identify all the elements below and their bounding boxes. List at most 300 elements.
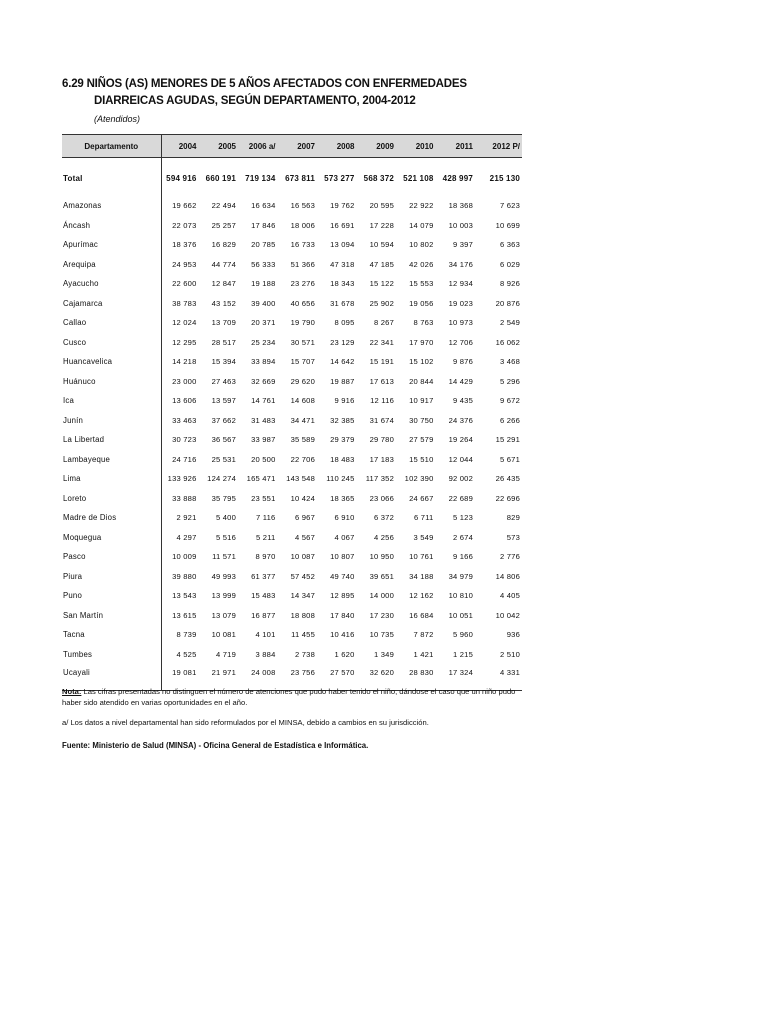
table-cell: 27 579: [409, 435, 434, 445]
spacer-cell: [280, 188, 320, 196]
column-header-departamento: Departamento: [62, 135, 161, 158]
table-cell: 8 763: [413, 318, 434, 328]
table-cell: 39 400: [251, 298, 276, 308]
table-cell: 20 785: [251, 240, 276, 250]
table-cell: 12 162: [409, 591, 434, 601]
footnote-a: a/ Los datos a nivel departamental han sido reformulados por el MINSA, debido a cambios en su jurisdicción.: [62, 718, 429, 727]
table-cell: 22 600: [172, 279, 197, 289]
table-cell: 215 130: [489, 173, 520, 183]
table-cell: 6 910: [334, 513, 355, 523]
statistics-table-container: [62, 134, 522, 691]
table-cell: 13 543: [172, 591, 197, 601]
column-header-year: 2007: [280, 135, 320, 158]
table-cell: 47 318: [330, 259, 355, 269]
table-cell: 19 887: [330, 376, 355, 386]
table-cell: 23 756: [280, 664, 320, 691]
spacer-cell: [319, 158, 359, 169]
table-cell: 6 029: [499, 259, 520, 269]
table-cell: 56 333: [251, 259, 276, 269]
row-label: Junín: [62, 411, 161, 431]
table-cell: 33 987: [251, 435, 276, 445]
table-cell: 521 108: [403, 173, 434, 183]
note-text: Las cifras presentadas no distinguen el número de atenciones que pudo haber tenido el niño, dándose el caso que un niño pudo haber sido atendido en varias oportunidades en el año.: [62, 687, 516, 707]
table-cell: 24 953: [172, 259, 197, 269]
table-row: [62, 352, 522, 372]
table-cell: 10 051: [448, 610, 473, 620]
column-header-year: 2005: [201, 135, 241, 158]
spacer-cell: [319, 188, 359, 196]
row-label: Loreto: [62, 489, 161, 509]
table-cell: 594 916: [166, 173, 197, 183]
table-cell: 40 656: [290, 298, 315, 308]
table-cell: 24 008: [240, 664, 280, 691]
table-cell: 14 218: [172, 357, 197, 367]
table-cell: 4 067: [334, 532, 355, 542]
table-cell: 29 379: [330, 435, 355, 445]
table-cell: 17 613: [369, 376, 394, 386]
table-cell: 4 567: [294, 532, 315, 542]
table-cell: 34 176: [448, 259, 473, 269]
table-cell: 2 549: [499, 318, 520, 328]
table-cell: 22 696: [495, 493, 520, 503]
table-cell: 31 483: [251, 415, 276, 425]
table-cell: 13 079: [211, 610, 236, 620]
spacer-cell: [477, 158, 522, 169]
table-cell: 19 188: [251, 279, 276, 289]
table-cell: 18 483: [330, 454, 355, 464]
table-cell: 19 762: [330, 201, 355, 211]
table-note: [62, 686, 524, 708]
table-cell: 829: [506, 513, 520, 523]
table-row: [62, 391, 522, 411]
column-header-year: 2004: [161, 135, 201, 158]
table-cell: 6 967: [294, 513, 315, 523]
table-cell: 10 761: [409, 552, 434, 562]
table-cell: 13 597: [211, 396, 236, 406]
table-cell: 14 000: [369, 591, 394, 601]
table-cell: 12 895: [330, 591, 355, 601]
table-row: [62, 430, 522, 450]
table-row: [62, 274, 522, 294]
table-cell: 13 615: [172, 610, 197, 620]
row-label: La Libertad: [62, 430, 161, 450]
table-cell: 10 810: [448, 591, 473, 601]
table-cell: 719 134: [245, 173, 276, 183]
table-cell: 2 776: [499, 552, 520, 562]
table-cell: 1 421: [413, 649, 434, 659]
note-label: Nota:: [62, 687, 82, 696]
table-cell: 37 662: [211, 415, 236, 425]
table-cell: 4 719: [215, 649, 236, 659]
table-row: [62, 313, 522, 333]
table-cell: 14 608: [290, 396, 315, 406]
table-cell: 673 811: [285, 173, 315, 183]
table-cell: 16 877: [251, 610, 276, 620]
row-label: Pasco: [62, 547, 161, 567]
row-label: Piura: [62, 567, 161, 587]
spacer-row: [62, 158, 522, 169]
table-cell: 92 002: [448, 474, 473, 484]
table-cell: 5 960: [452, 630, 473, 640]
row-label: San Martín: [62, 606, 161, 626]
table-cell: 4 331: [477, 664, 522, 691]
row-label: Cajamarca: [62, 294, 161, 314]
spacer-cell: [438, 188, 478, 196]
table-cell: 31 674: [369, 415, 394, 425]
table-cell: 6 711: [414, 513, 434, 523]
table-cell: 23 000: [172, 376, 197, 386]
table-row: [62, 411, 522, 431]
table-cell: 22 073: [172, 220, 197, 230]
spacer-cell: [398, 188, 438, 196]
table-cell: 16 062: [495, 337, 520, 347]
table-cell: 27 570: [319, 664, 359, 691]
table-cell: 28 830: [398, 664, 438, 691]
row-label: Lima: [62, 469, 161, 489]
table-cell: 24 667: [409, 493, 434, 503]
spacer-cell: [201, 158, 241, 169]
table-row: [62, 625, 522, 645]
column-header-year: 2012 P/: [477, 135, 522, 158]
column-header-year: 2009: [359, 135, 399, 158]
table-cell: 1 349: [373, 649, 394, 659]
table-cell: 117 352: [365, 474, 394, 484]
table-cell: 8 739: [176, 630, 197, 640]
table-cell: 19 081: [161, 664, 201, 691]
table-cell: 38 783: [172, 298, 197, 308]
spacer-cell: [280, 158, 320, 169]
table-cell: 49 740: [330, 571, 355, 581]
row-label: Huancavelica: [62, 352, 161, 372]
row-label: Apurímac: [62, 235, 161, 255]
table-cell: 10 973: [448, 318, 473, 328]
table-cell: 14 761: [251, 396, 276, 406]
table-cell: 14 429: [448, 376, 473, 386]
table-cell: 20 876: [495, 298, 520, 308]
table-cell: 17 970: [409, 337, 434, 347]
row-label: Amazonas: [62, 196, 161, 216]
table-cell: 32 385: [330, 415, 355, 425]
table-row: [62, 606, 522, 626]
table-cell: 15 291: [495, 435, 520, 445]
table-cell: 4 405: [499, 591, 520, 601]
spacer-cell: [240, 188, 280, 196]
table-cell: 22 494: [211, 201, 236, 211]
table-cell: 10 802: [409, 240, 434, 250]
table-row: [62, 489, 522, 509]
source-line: Fuente: Ministerio de Salud (MINSA) - Oficina General de Estadística e Informática.: [62, 741, 369, 750]
table-cell: 8 267: [373, 318, 394, 328]
table-cell: 34 471: [290, 415, 315, 425]
table-row: [62, 294, 522, 314]
spacer-row: [62, 188, 522, 196]
row-label: Moquegua: [62, 528, 161, 548]
table-cell: 17 324: [438, 664, 478, 691]
table-cell: 14 642: [330, 357, 355, 367]
table-cell: 7 872: [413, 630, 434, 640]
table-cell: 16 684: [409, 610, 434, 620]
table-cell: 2 921: [176, 513, 197, 523]
row-label: Ayacucho: [62, 274, 161, 294]
table-cell: 15 191: [369, 357, 394, 367]
spacer-cell: [62, 158, 161, 169]
table-cell: 43 152: [211, 298, 236, 308]
table-row: [62, 450, 522, 470]
table-cell: 18 006: [290, 220, 315, 230]
table-cell: 18 368: [448, 201, 473, 211]
table-cell: 2 674: [452, 532, 473, 542]
spacer-cell: [359, 158, 399, 169]
table-cell: 20 371: [251, 318, 276, 328]
table-cell: 29 780: [369, 435, 394, 445]
table-cell: 10 917: [409, 396, 434, 406]
table-cell: 34 979: [448, 571, 473, 581]
table-cell: 10 081: [211, 630, 236, 640]
table-cell: 19 264: [448, 435, 473, 445]
table-row: [62, 567, 522, 587]
table-cell: 22 922: [409, 201, 434, 211]
table-cell: 10 087: [290, 552, 315, 562]
table-cell: 39 651: [369, 571, 394, 581]
table-cell: 17 183: [369, 454, 394, 464]
table-cell: 36 567: [211, 435, 236, 445]
table-cell: 7 623: [499, 201, 520, 211]
table-cell: 16 634: [251, 201, 276, 211]
table-cell: 13 999: [211, 591, 236, 601]
table-cell: 17 846: [251, 220, 276, 230]
table-cell: 47 185: [369, 259, 394, 269]
table-cell: 15 102: [409, 357, 434, 367]
table-cell: 3 549: [413, 532, 434, 542]
table-cell: 26 435: [495, 474, 520, 484]
table-cell: 3 468: [499, 357, 520, 367]
table-cell: 23 066: [369, 493, 394, 503]
table-cell: 35 795: [211, 493, 236, 503]
table-cell: 19 662: [172, 201, 197, 211]
table-row: [62, 508, 522, 528]
row-label: Cusco: [62, 333, 161, 353]
table-row: [62, 469, 522, 489]
table-cell: 18 343: [330, 279, 355, 289]
table-cell: 12 934: [448, 279, 473, 289]
table-row: [62, 255, 522, 275]
table-row: [62, 235, 522, 255]
table-cell: 33 463: [172, 415, 197, 425]
table-cell: 30 750: [409, 415, 434, 425]
table-cell: 5 211: [256, 532, 276, 542]
table-cell: 15 510: [409, 454, 434, 464]
table-cell: 5 296: [499, 376, 520, 386]
table-cell: 4 256: [373, 532, 394, 542]
table-cell: 9 166: [452, 552, 473, 562]
table-cell: 42 026: [409, 259, 434, 269]
table-cell: 5 123: [452, 513, 473, 523]
table-cell: 61 377: [251, 571, 276, 581]
table-cell: 13 606: [172, 396, 197, 406]
spacer-cell: [240, 158, 280, 169]
table-row: [62, 645, 522, 665]
table-cell: 936: [506, 630, 520, 640]
table-cell: 23 551: [251, 493, 276, 503]
table-cell: 6 266: [499, 415, 520, 425]
table-cell: 20 844: [409, 376, 434, 386]
table-cell: 12 847: [211, 279, 236, 289]
table-row: [62, 196, 522, 216]
table-cell: 133 926: [167, 474, 197, 484]
statistics-table: [62, 134, 522, 691]
table-cell: 20 595: [369, 201, 394, 211]
table-cell: 3 884: [255, 649, 276, 659]
table-cell: 13 094: [330, 240, 355, 250]
table-cell: 12 706: [448, 337, 473, 347]
table-row: [62, 586, 522, 606]
header-row: [62, 135, 522, 158]
table-cell: 4 297: [176, 532, 197, 542]
row-label: Callao: [62, 313, 161, 333]
table-cell: 15 707: [290, 357, 315, 367]
table-cell: 16 691: [330, 220, 355, 230]
table-cell: 9 916: [334, 396, 355, 406]
table-cell: 9 397: [452, 240, 473, 250]
table-cell: 28 517: [211, 337, 236, 347]
table-cell: 22 706: [290, 454, 315, 464]
table-cell: 165 471: [246, 474, 276, 484]
table-cell: 34 188: [409, 571, 434, 581]
table-cell: 19 056: [409, 298, 434, 308]
table-cell: 1 620: [334, 649, 355, 659]
table-cell: 15 122: [369, 279, 394, 289]
table-cell: 9 672: [499, 396, 520, 406]
spacer-cell: [201, 188, 241, 196]
table-cell: 8 970: [255, 552, 276, 562]
table-cell: 19 790: [290, 318, 315, 328]
row-label: Tumbes: [62, 645, 161, 665]
table-cell: 110 245: [326, 474, 355, 484]
spacer-cell: [398, 158, 438, 169]
table-cell: 6 363: [499, 240, 520, 250]
table-cell: 12 024: [172, 318, 197, 328]
table-cell: 12 044: [448, 454, 473, 464]
table-cell: 5 516: [215, 532, 236, 542]
table-cell: 573 277: [324, 173, 355, 183]
table-title-line-2: DIARREICAS AGUDAS, SEGÚN DEPARTAMENTO, 2004-2012: [94, 95, 416, 107]
table-cell: 14 079: [409, 220, 434, 230]
table-cell: 428 997: [442, 173, 473, 183]
table-cell: 2 738: [294, 649, 315, 659]
table-cell: 10 009: [172, 552, 197, 562]
table-cell: 16 733: [290, 240, 315, 250]
table-cell: 17 840: [330, 610, 355, 620]
table-cell: 33 888: [172, 493, 197, 503]
table-cell: 573: [506, 532, 520, 542]
spacer-cell: [161, 158, 201, 169]
table-cell: 660 191: [205, 173, 236, 183]
table-cell: 8 095: [334, 318, 355, 328]
table-cell: 8 926: [499, 279, 520, 289]
table-cell: 568 372: [363, 173, 394, 183]
table-cell: 143 548: [286, 474, 315, 484]
table-cell: 18 376: [172, 240, 197, 250]
table-cell: 10 735: [369, 630, 394, 640]
table-cell: 14 806: [495, 571, 520, 581]
table-cell: 10 594: [369, 240, 394, 250]
spacer-cell: [359, 188, 399, 196]
row-label: Madre de Dios: [62, 508, 161, 528]
table-cell: 51 366: [290, 259, 315, 269]
table-cell: 15 553: [409, 279, 434, 289]
table-cell: 5 671: [499, 454, 520, 464]
table-cell: 16 563: [290, 201, 315, 211]
table-cell: 10 042: [495, 610, 520, 620]
table-row: [62, 333, 522, 353]
row-label: Lambayeque: [62, 450, 161, 470]
row-label: Ica: [62, 391, 161, 411]
table-cell: 102 390: [404, 474, 434, 484]
table-cell: 5 400: [215, 513, 236, 523]
table-cell: 30 723: [172, 435, 197, 445]
table-cell: 49 993: [211, 571, 236, 581]
table-cell: 57 452: [290, 571, 315, 581]
table-cell: 11 571: [212, 552, 236, 562]
table-cell: 31 678: [330, 298, 355, 308]
column-header-year: 2010: [398, 135, 438, 158]
table-cell: 14 347: [290, 591, 315, 601]
row-label: Ucayali: [62, 664, 161, 691]
spacer-cell: [62, 188, 161, 196]
table-cell: 21 971: [201, 664, 241, 691]
spacer-cell: [438, 158, 478, 169]
spacer-cell: [477, 188, 522, 196]
table-cell: 10 416: [330, 630, 355, 640]
table-cell: 24 716: [172, 454, 197, 464]
table-cell: 11 455: [291, 630, 315, 640]
table-cell: 4 101: [255, 630, 276, 640]
table-cell: 1 215: [452, 649, 473, 659]
table-cell: 23 276: [290, 279, 315, 289]
table-cell: 22 689: [448, 493, 473, 503]
table-cell: 17 228: [369, 220, 394, 230]
table-cell: 24 376: [448, 415, 473, 425]
table-cell: 32 620: [359, 664, 399, 691]
table-row: [62, 547, 522, 567]
table-cell: 10 003: [448, 220, 473, 230]
table-cell: 10 699: [495, 220, 520, 230]
table-title-line-1: 6.29 NIÑOS (AS) MENORES DE 5 AÑOS AFECTADOS CON ENFERMEDADES: [62, 78, 467, 90]
table-cell: 9 876: [452, 357, 473, 367]
spacer-cell: [161, 188, 201, 196]
table-cell: 39 880: [172, 571, 197, 581]
table-cell: 17 230: [369, 610, 394, 620]
table-cell: 13 709: [211, 318, 236, 328]
table-cell: 6 372: [373, 513, 394, 523]
table-cell: 7 116: [256, 513, 276, 523]
table-cell: 10 950: [369, 552, 394, 562]
table-cell: 4 525: [176, 649, 197, 659]
table-cell: 25 902: [369, 298, 394, 308]
table-cell: 18 808: [290, 610, 315, 620]
total-row: [62, 168, 522, 188]
row-label: Puno: [62, 586, 161, 606]
table-cell: 10 424: [290, 493, 315, 503]
table-cell: 20 500: [251, 454, 276, 464]
row-label: Huánuco: [62, 372, 161, 392]
column-header-year: 2011: [438, 135, 478, 158]
table-cell: 22 341: [369, 337, 394, 347]
table-cell: 15 483: [251, 591, 276, 601]
row-label: Arequipa: [62, 255, 161, 275]
table-cell: 25 531: [211, 454, 236, 464]
row-label: Total: [62, 168, 161, 188]
